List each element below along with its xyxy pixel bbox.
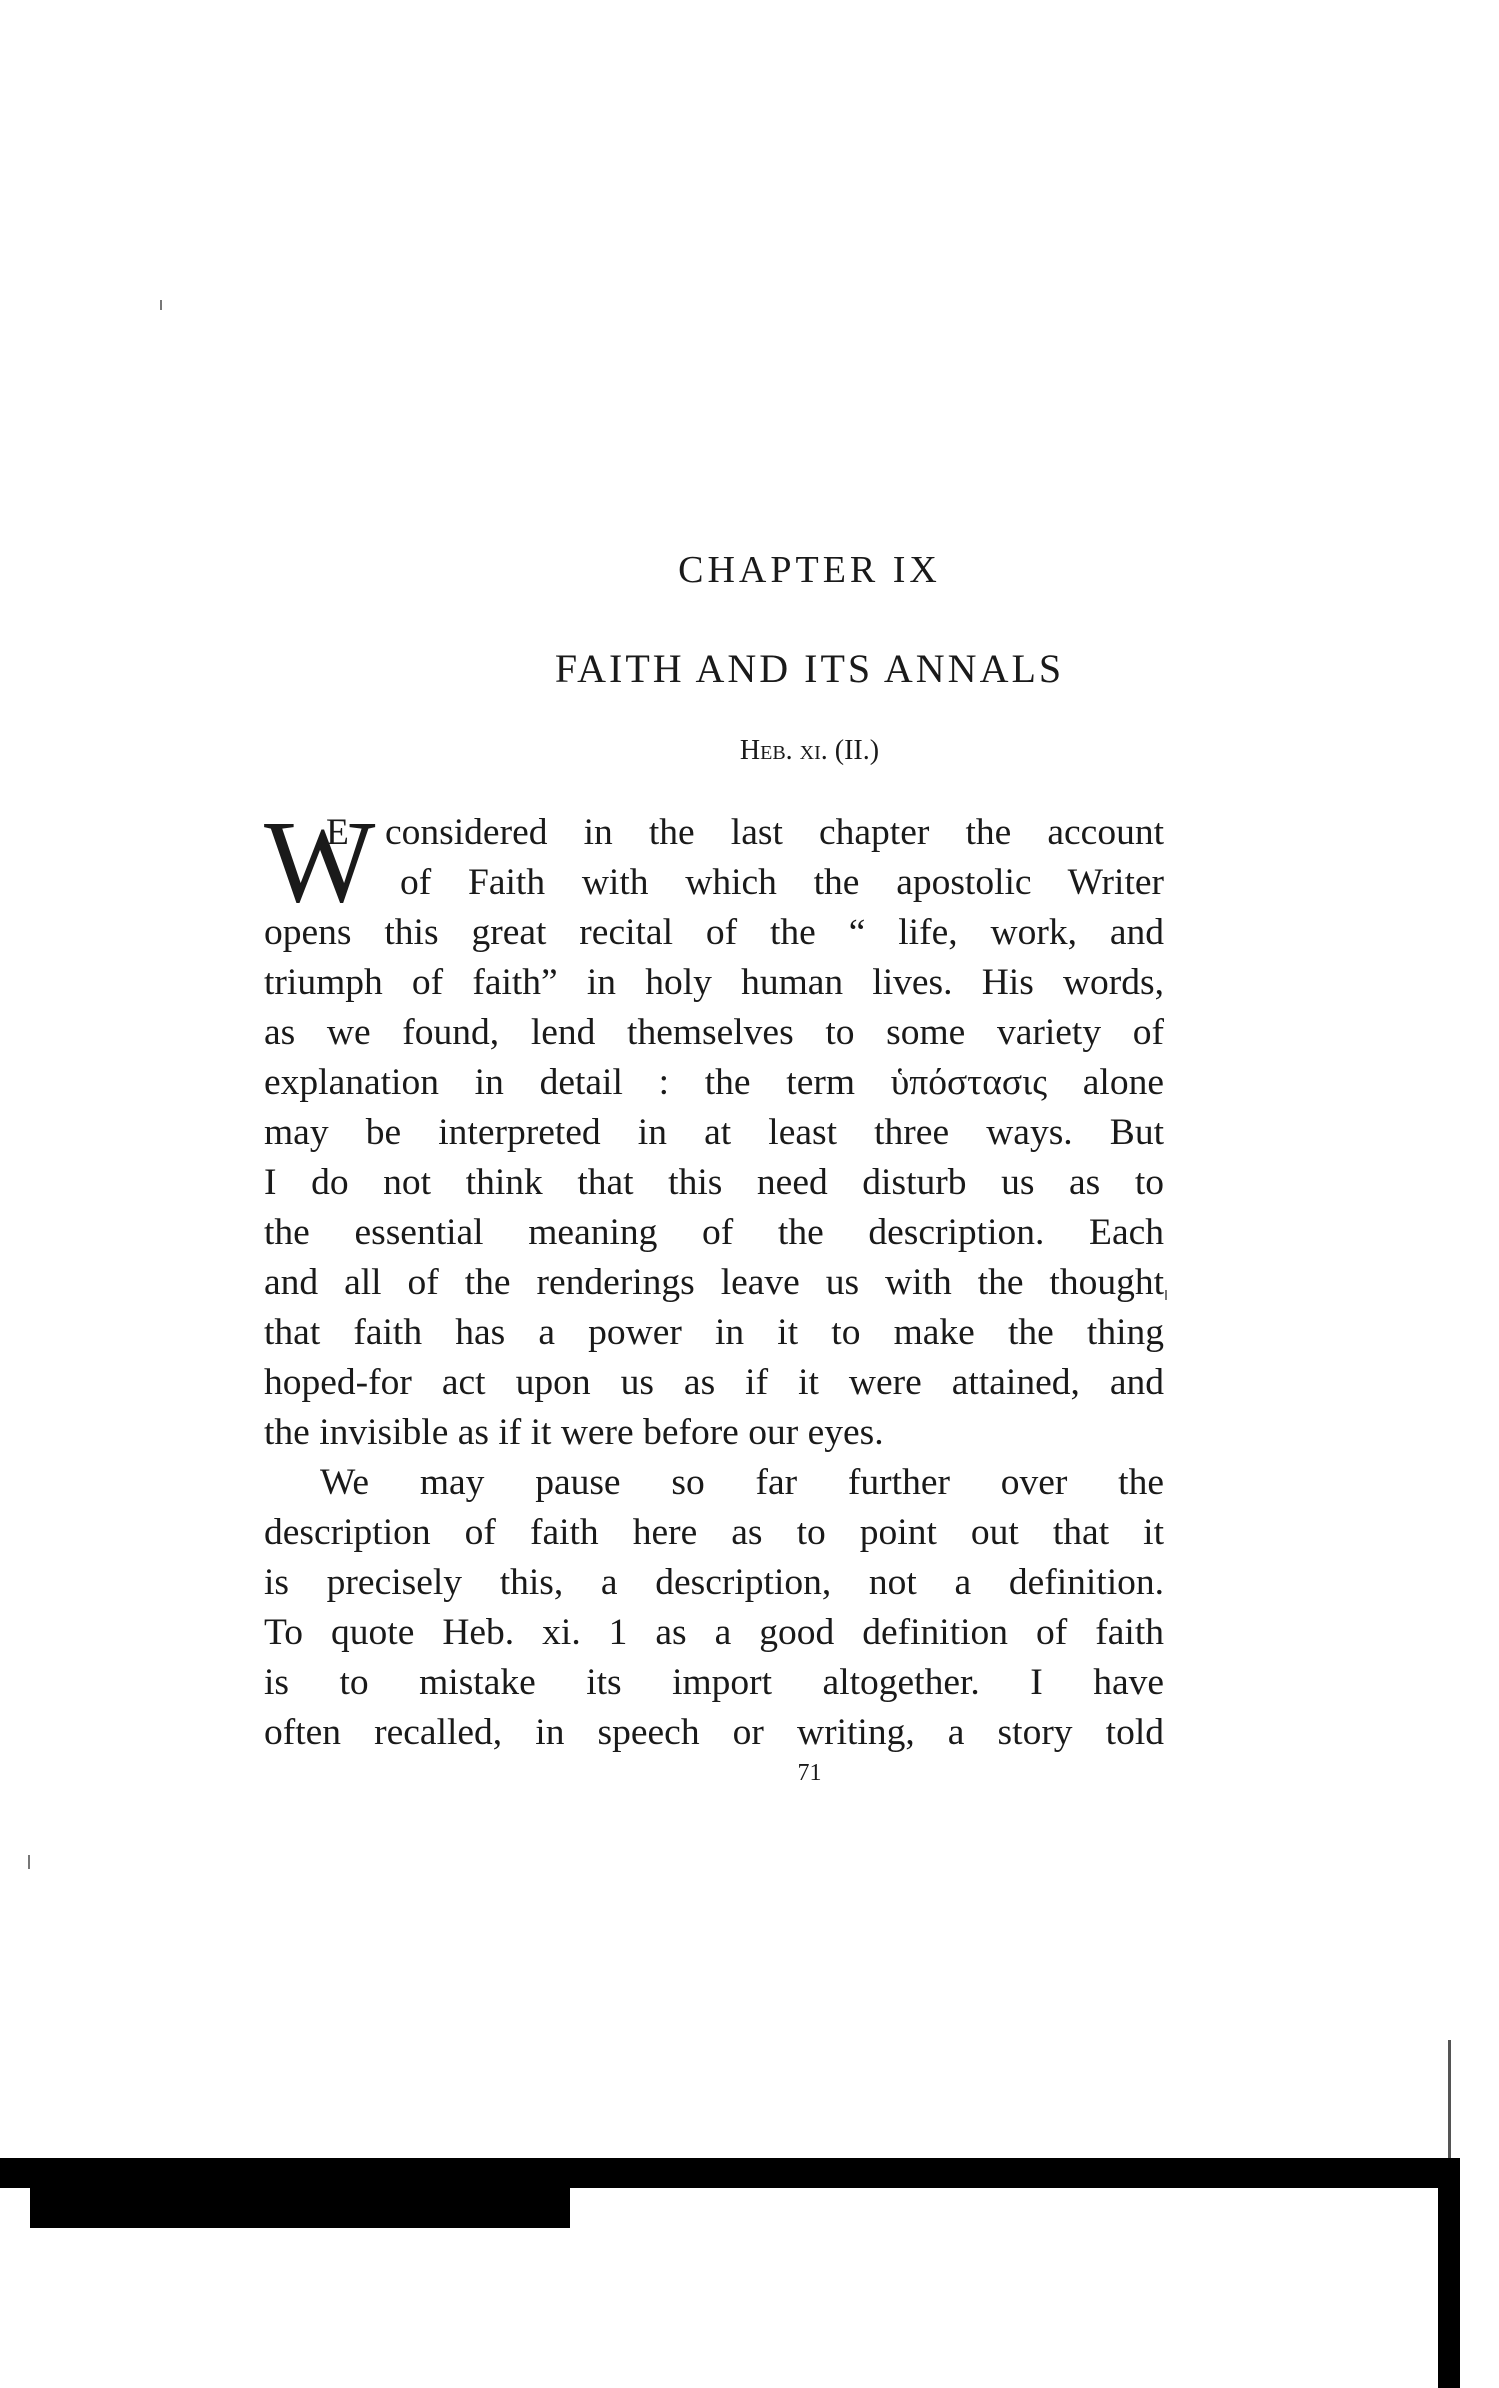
text-line: of Faith with which the apostolic Writer [400, 862, 1164, 903]
text-line: that faith has a power in it to make the thing [264, 1312, 1164, 1353]
text-line: opens this great recital of the “ life, work, and [264, 912, 1164, 953]
text-line: is to mistake its import altogether. I have [264, 1662, 1164, 1703]
text-line: E considered in the last chapter the account [326, 812, 1164, 853]
scan-speck [160, 300, 162, 310]
scan-speck [28, 1855, 30, 1869]
body-text [264, 796, 1164, 1758]
scan-speck [1165, 1290, 1167, 1300]
text-line: We may pause so far further over the [320, 1462, 1164, 1503]
text-line: explanation in detail : the term ὑπόστασις alone [264, 1062, 1164, 1103]
text-line: hoped-for act upon us as if it were attained, and [264, 1362, 1164, 1403]
page-number: 71 [797, 1760, 822, 1786]
text-line: as we found, lend themselves to some variety of [264, 1012, 1164, 1053]
text-line: triumph of faith” in holy human lives. His words, [264, 962, 1164, 1003]
text-line: To quote Heb. xi. 1 as a good definition of faith [264, 1612, 1164, 1653]
scan-border-smudge [30, 2180, 570, 2228]
text-line: I do not think that this need disturb us as to [264, 1162, 1164, 1203]
scripture-reference: Heb. xi. (II.) [739, 735, 880, 766]
text-line: description of faith here as to point out that it [264, 1512, 1164, 1553]
chapter-title: FAITH AND ITS ANNALS [554, 646, 1065, 691]
drop-cap: W [264, 796, 376, 927]
text-line: often recalled, in speech or writing, a story told [264, 1712, 1164, 1753]
text-line: is precisely this, a description, not a definition. [264, 1562, 1164, 1603]
scan-border-edge [1438, 2170, 1460, 2388]
text-line: and all of the renderings leave us with the thought [264, 1262, 1164, 1303]
text-line: the invisible as if it were before our eyes. [264, 1412, 884, 1453]
text-line: may be interpreted in at least three ways. But [264, 1112, 1164, 1153]
text-line: the essential meaning of the description. Each [264, 1212, 1164, 1253]
chapter-number: CHAPTER IX [678, 549, 941, 591]
